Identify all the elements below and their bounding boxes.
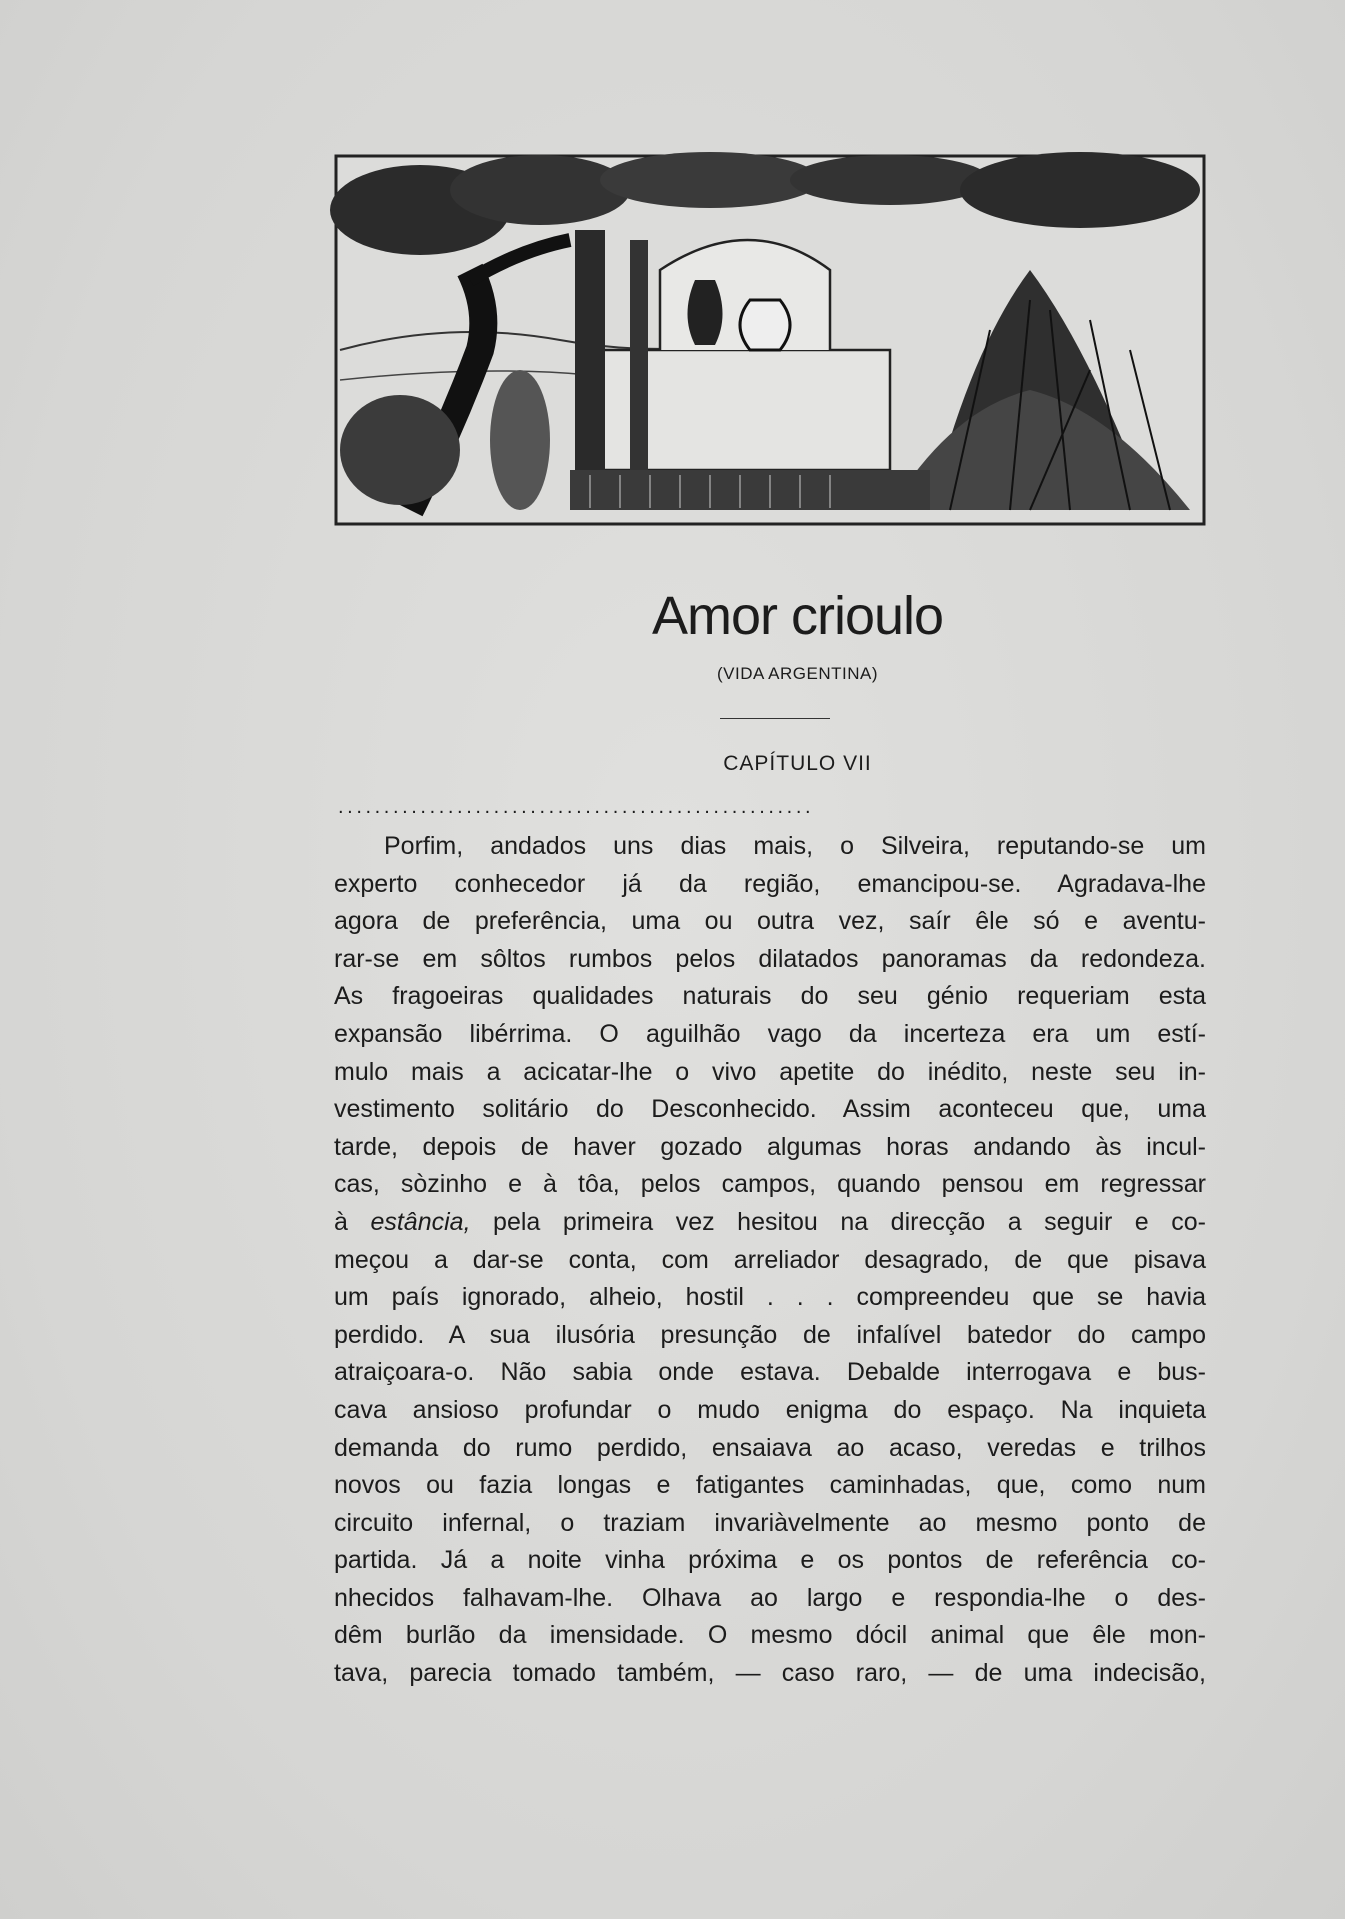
text-line: partida. Já a noite vinha próxima e os pontos de referência co- (334, 1546, 1206, 1575)
text-fragment: à (334, 1207, 371, 1236)
italic-word: estância, (370, 1207, 471, 1236)
text-fragment: pela primeira vez hesitou na direcção a seguir e co- (470, 1207, 1206, 1236)
chapter-story-title: Amor crioulo (651, 586, 944, 646)
text-line: As fragoeiras qualidades naturais do seu génio requeriam esta (334, 982, 1206, 1011)
text-line: cas, sòzinho e à tôa, pelos campos, quando pensou em regressar (334, 1170, 1206, 1199)
text-line: Porfim, andados uns dias mais, o Silveira, reputando-se um (384, 832, 1206, 860)
text-line: novos ou fazia longas e fatigantes caminhadas, que, como num (334, 1471, 1206, 1500)
text-line: cava ansioso profundar o mudo enigma do espaço. Na inquieta (334, 1395, 1206, 1424)
text-line: tarde, depois de haver gozado algumas horas andando às incul- (334, 1132, 1206, 1161)
text-line: meçou a dar-se conta, com arreliador desagrado, de que pisava (334, 1245, 1206, 1274)
text-line: rar-se em sôltos rumbos pelos dilatados panoramas da redondeza. (334, 944, 1206, 973)
body-paragraph (334, 828, 1206, 1693)
text-line: atraiçoara-o. Não sabia onde estava. Debalde interrogava e bus- (334, 1358, 1206, 1387)
story-subtitle: (VIDA ARGENTINA) (716, 664, 879, 683)
text-line: tava, parecia tomado também, — caso raro, — de uma indecisão, (334, 1659, 1206, 1688)
dotted-separator: .................................................... (338, 796, 815, 818)
chapter-heading: CAPÍTULO VII (723, 752, 872, 775)
garden-vignette-illustration (330, 150, 1210, 530)
title-divider (720, 718, 830, 719)
text-line: um país ignorado, alheio, hostil . . . compreendeu que se havia (334, 1283, 1206, 1312)
text-line: circuito infernal, o traziam invariàvelmente ao mesmo ponto de (334, 1508, 1206, 1537)
text-line: experto conhecedor já da região, emancipou-se. Agradava-lhe (334, 869, 1206, 898)
text-line: demanda do rumo perdido, ensaiava ao acaso, veredas e trilhos (334, 1433, 1206, 1462)
text-line: expansão libérrima. O aguilhão vago da incerteza era um estí- (334, 1019, 1206, 1048)
text-line: agora de preferência, uma ou outra vez, saír êle só e aventu- (334, 907, 1206, 936)
text-line: mulo mais a acicatar-lhe o vivo apetite do inédito, neste seu in- (334, 1057, 1206, 1086)
text-line: perdido. A sua ilusória presunção de infalível batedor do campo (334, 1320, 1206, 1349)
text-line: dêm burlão da imensidade. O mesmo dócil animal que êle mon- (334, 1621, 1206, 1650)
text-line: vestimento solitário do Desconhecido. Assim aconteceu que, uma (334, 1095, 1206, 1124)
text-line-with-italic (334, 1204, 1206, 1242)
text-line: nhecidos falhavam-lhe. Olhava ao largo e respondia-lhe o des- (334, 1583, 1206, 1612)
